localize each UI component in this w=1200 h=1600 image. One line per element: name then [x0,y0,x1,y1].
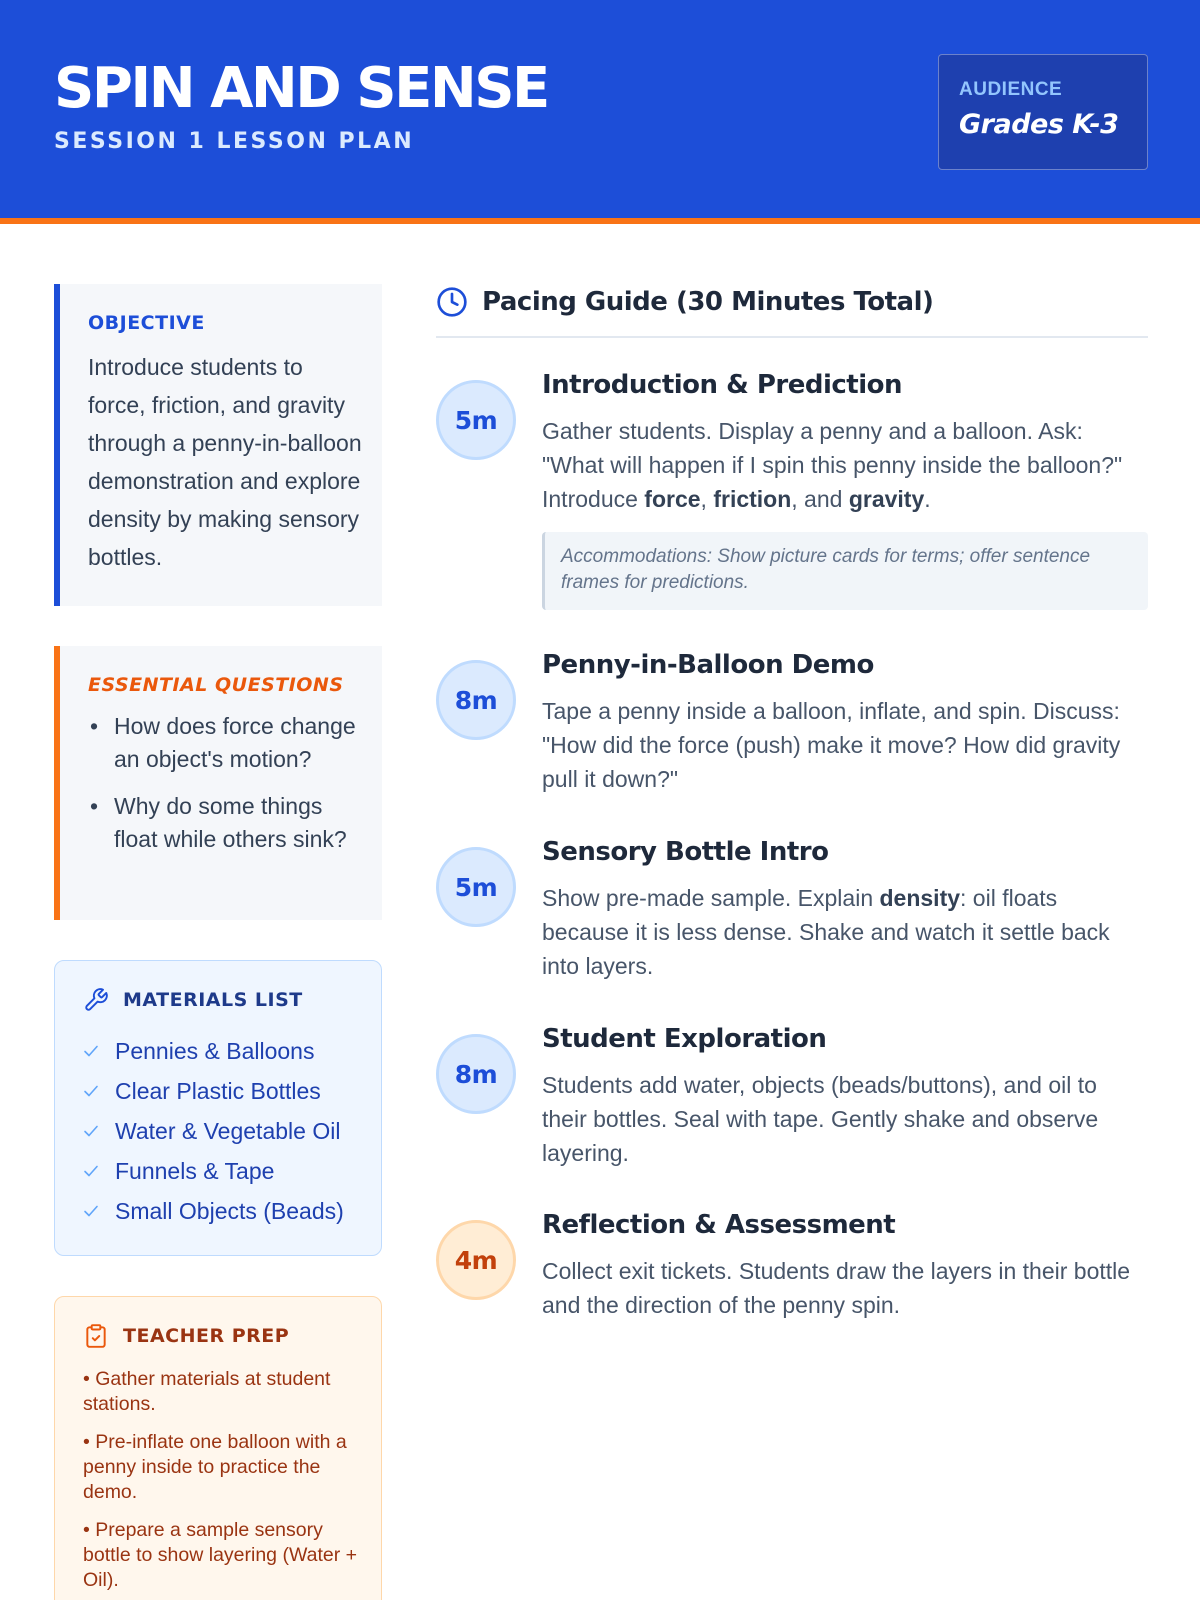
material-label: Small Objects (Beads) [115,1198,344,1224]
accommodations-note: Accommodations: Show picture cards for terms; offer sentence frames for predictions. [542,532,1148,610]
material-label: Clear Plastic Bottles [115,1078,321,1104]
clipboard-icon [83,1323,109,1349]
materials-list [83,1031,361,1231]
material-label: Funnels & Tape [115,1158,275,1184]
material-item [83,1151,361,1191]
step-title: Reflection & Assessment [542,1210,896,1240]
check-icon [83,1203,99,1219]
step-title: Student Exploration [542,1024,827,1054]
check-icon [83,1163,99,1179]
objective-card [54,284,382,606]
objective-label: OBJECTIVE [88,312,205,334]
wrench-icon [83,987,109,1013]
material-item [83,1191,361,1231]
step-title: Introduction & Prediction [542,370,902,400]
prep-item: • Gather materials at student stations. [83,1368,331,1415]
page-subtitle: SESSION 1 LESSON PLAN [54,129,415,154]
duration-badge: 8m [436,1034,516,1114]
duration-badge: 4m [436,1220,516,1300]
material-item [83,1031,361,1071]
material-item [83,1071,361,1111]
materials-header [83,987,361,1013]
check-icon [83,1083,99,1099]
materials-label: MATERIALS LIST [123,989,303,1011]
question-item: • How does force change an object's motion? [88,710,362,776]
material-label: Water & Vegetable Oil [115,1118,341,1144]
pacing-header [436,284,1148,338]
step-body [542,837,1148,983]
essential-questions-list [88,710,362,856]
material-label: Pennies & Balloons [115,1038,315,1064]
objective-text: Introduce students to force, friction, and gravity through a penny-in-balloon demonstration and explore density by making sensory bottles. [88,354,362,570]
question-item: • Why do some things float while others sink? [88,790,362,856]
step-body [542,1210,1148,1322]
step-description: Students add water, objects (beads/buttons), and oil to their bottles. Seal with tape. Gently shake and observe layering. [542,1072,1099,1166]
prep-item: • Pre-inflate one balloon with a penny inside to practice the demo. [83,1431,347,1503]
check-icon [83,1043,99,1059]
check-icon [83,1123,99,1139]
page-title: SPIN AND SENSE [54,56,548,121]
step-description: Show pre-made sample. Explain density: oil floats because it is less dense. Shake and watch it settle back into layers. [542,885,1110,979]
teacher-prep-header [83,1323,361,1349]
duration-badge: 8m [436,660,516,740]
audience-value: Grades K-3 [959,109,1119,140]
step-title: Penny-in-Balloon Demo [542,650,874,680]
step-description: Gather students. Display a penny and a balloon. Ask: "What will happen if I spin this penny inside the balloon?" Introduce force, friction, and gravity. [542,418,1123,512]
pacing-title: Pacing Guide (30 Minutes Total) [482,287,934,317]
teacher-prep-card [54,1296,382,1600]
essential-questions-card [54,646,382,920]
prep-item: • Prepare a sample sensory bottle to show layering (Water + Oil). [83,1519,358,1591]
audience-label: AUDIENCE [959,79,1063,100]
materials-card [54,960,382,1256]
duration-badge: 5m [436,380,516,460]
step-title: Sensory Bottle Intro [542,837,829,867]
clock-icon [436,286,468,318]
step-body [542,1024,1148,1170]
essential-questions-label: ESSENTIAL QUESTIONS [88,674,344,696]
step-body [542,370,1148,610]
duration-badge: 5m [436,847,516,927]
step-description: Collect exit tickets. Students draw the layers in their bottle and the direction of the penny spin. [542,1258,1131,1318]
teacher-prep-label: TEACHER PREP [123,1325,290,1347]
header-banner [0,0,1200,224]
teacher-prep-list [83,1367,361,1593]
step-description: Tape a penny inside a balloon, inflate, and spin. Discuss: "How did the force (push) make it move? How did gravity pull it down?" [542,698,1121,792]
audience-box [938,54,1148,170]
step-body [542,650,1148,796]
material-item [83,1111,361,1151]
